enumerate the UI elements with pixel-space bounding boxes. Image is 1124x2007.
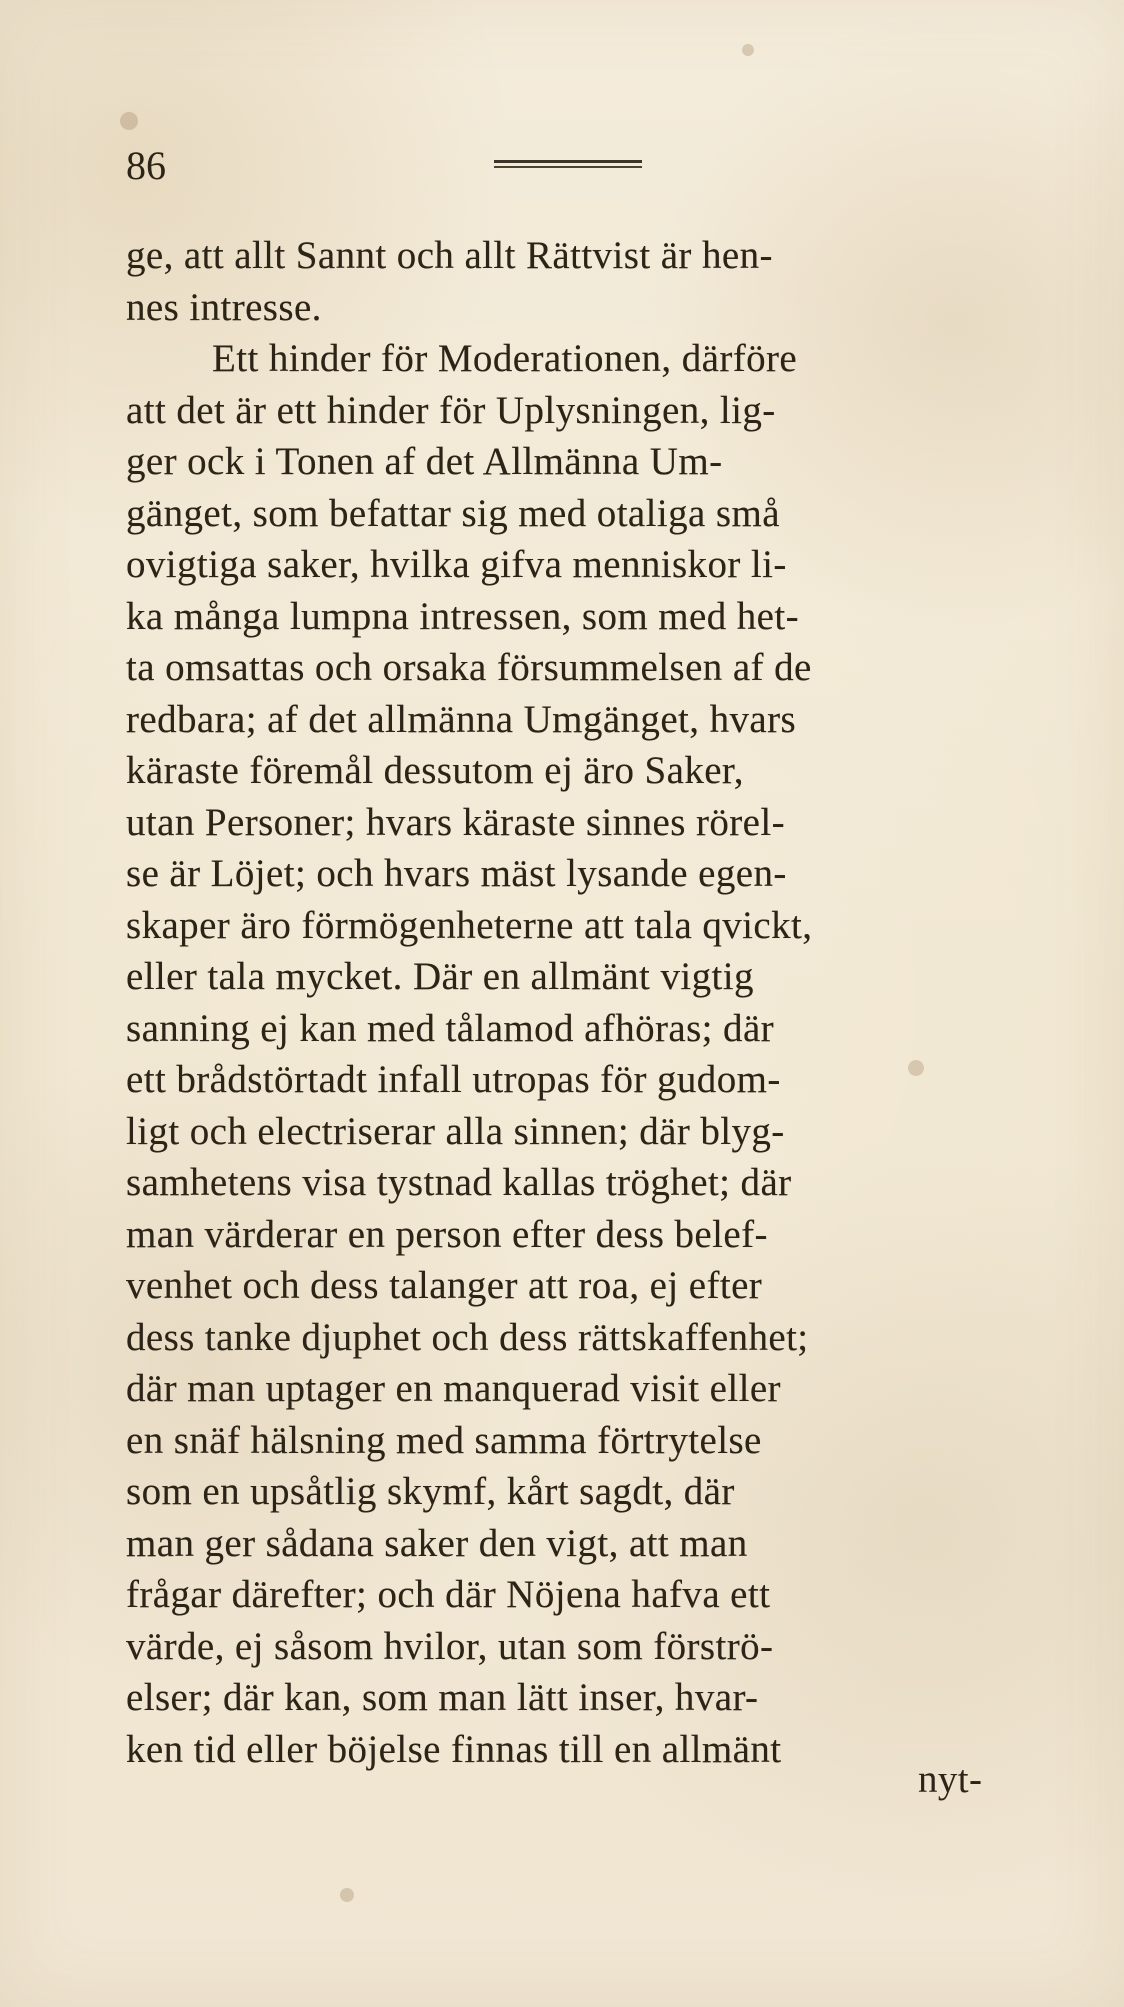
text-line: man värderar en person efter dess belef- xyxy=(126,1212,768,1256)
paper-stain xyxy=(120,112,138,130)
text-line: nes intresse. xyxy=(126,285,322,329)
page-header xyxy=(126,143,646,194)
paper-stain xyxy=(742,44,754,56)
text-line: käraste föremål dessutom ej äro Saker, xyxy=(126,749,744,792)
text-line: redbara; af det allmänna Umgänget, hvars xyxy=(126,697,797,741)
page-number: 86 xyxy=(126,143,166,188)
text-line: samhetens visa tystnad kallas tröghet; där xyxy=(126,1161,792,1204)
paper-stain xyxy=(340,1888,354,1902)
text-line: värde, ej såsom hvilor, utan som förströ- xyxy=(126,1624,774,1668)
text-line: utan Personer; hvars käraste sinnes rörel- xyxy=(126,800,786,844)
catchword: nyt- xyxy=(918,1758,983,1801)
text-line: ka många lumpna intressen, som med het- xyxy=(126,594,800,638)
text-line: ge, att allt Sannt och allt Rättvist är hen- xyxy=(126,234,773,277)
header-ornament xyxy=(494,160,642,170)
text-line: Ett hinder för Moderationen, därföre xyxy=(212,337,798,380)
text-line: ligt och electriserar alla sinnen; där blyg- xyxy=(126,1109,785,1153)
text-line: gänget, som befattar sig med otaliga små xyxy=(126,491,780,535)
text-line: där man uptager en manquerad visit eller xyxy=(126,1367,781,1410)
text-line: dess tanke djuphet och dess rättskaffenhet; xyxy=(126,1315,809,1359)
text-line: venhet och dess talanger att roa, ej efter xyxy=(126,1264,763,1307)
text-line: som en upsåtlig skymf, kårt sagdt, där xyxy=(126,1470,735,1513)
text-line: man ger sådana saker den vigt, att man xyxy=(126,1521,748,1565)
text-line: att det är ett hinder för Uplysningen, lig- xyxy=(126,388,776,432)
text-line: ta omsattas och orsaka försummelsen af de xyxy=(126,646,812,689)
text-line: ken tid eller böjelse finnas till en allmänt xyxy=(126,1727,782,1771)
text-line: se är Löjet; och hvars mäst lysande egen- xyxy=(126,852,787,895)
text-line: sanning ej kan med tålamod afhöras; där xyxy=(126,1006,775,1050)
text-line: frågar därefter; och där Nöjena hafva ett xyxy=(126,1573,771,1616)
main-text xyxy=(126,230,1006,1775)
text-line: eller tala mycket. Där en allmänt vigtig xyxy=(126,955,754,998)
text-line: ett brådstörtadt infall utropas för gudom- xyxy=(126,1058,781,1101)
text-line: en snäf hälsning med samma förtrytelse xyxy=(126,1418,762,1462)
text-line: ovigtiga saker, hvilka gifva menniskor li- xyxy=(126,543,787,586)
text-line: elser; där kan, som man lätt inser, hvar- xyxy=(126,1676,759,1719)
text-line: ger ock i Tonen af det Allmänna Um- xyxy=(126,440,723,483)
text-line: skaper äro förmögenheterne att tala qvickt, xyxy=(126,903,813,947)
